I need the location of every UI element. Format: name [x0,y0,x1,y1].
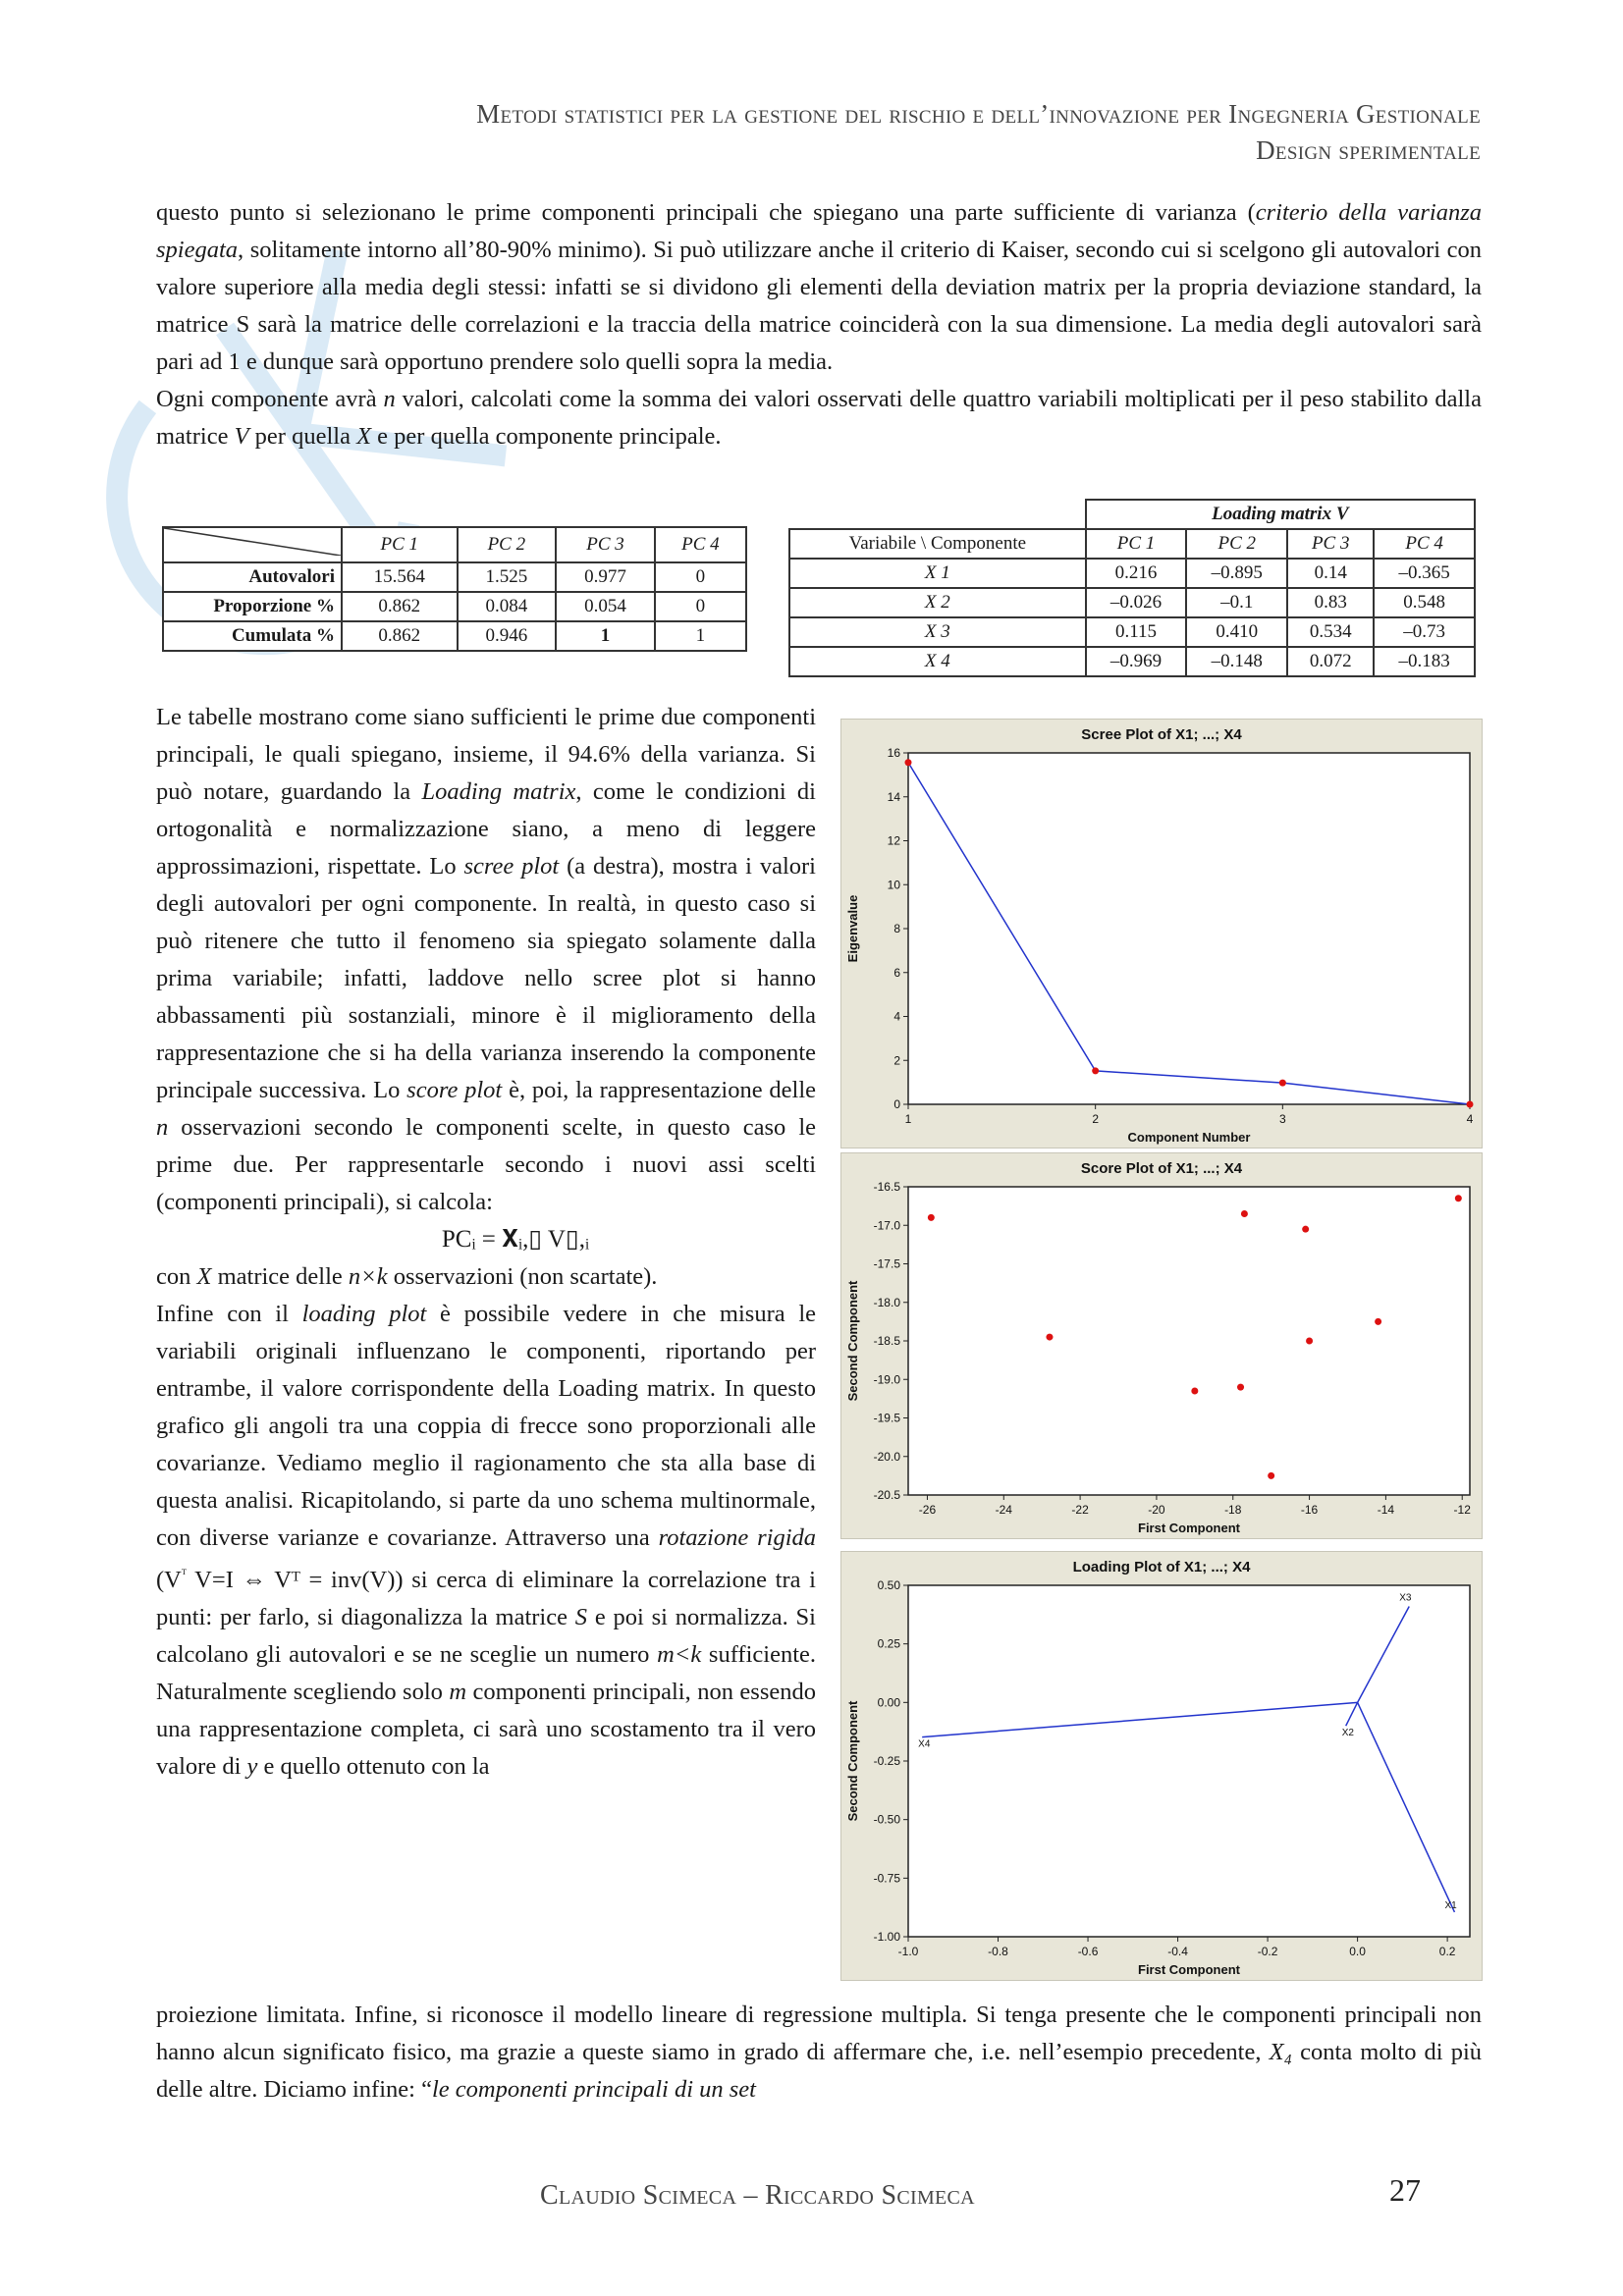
text-span: componenti principali, non essendo una rappresentazione completa, ci sarà uno scostamento tra il vero valore di [156,1679,816,1781]
vector-label: X3 [1399,1592,1412,1604]
final-paragraph [156,1997,1482,2109]
y-tick-label: -16.5 [873,1180,900,1194]
table-cell: 0.084 [458,592,557,621]
data-point [1092,1067,1099,1074]
column-paragraph-2 [156,1258,816,1296]
chart-title: Loading Plot of X1; ...; X4 [1072,1559,1251,1575]
text-span: matrice delle [211,1263,349,1290]
table-cell: –0.895 [1186,559,1287,588]
data-point [1302,1226,1309,1233]
x-tick-label: 2 [1092,1112,1100,1126]
y-tick-label: 12 [887,833,900,848]
x-axis-label: First Component [1138,1962,1240,1977]
y-tick-label: -17.5 [873,1256,900,1271]
loading-table-title: Loading matrix V [1086,500,1475,529]
col-header: PC 2 [458,527,557,562]
row-label: X 1 [789,559,1086,588]
table-cell: –0.026 [1086,588,1187,617]
plot-area [908,1585,1470,1937]
table-cell: 0.054 [556,592,655,621]
chart-title: Score Plot of X1; ...; X4 [1080,1160,1243,1177]
data-point [928,1214,935,1221]
table-cell: 0.410 [1186,617,1287,647]
x-tick-label: -1.0 [897,1945,919,1958]
text-span: (V [156,1567,182,1594]
data-point [1241,1210,1248,1217]
y-tick-label: 4 [893,1009,900,1024]
col-header: PC 4 [655,527,746,562]
table-row [163,562,746,592]
y-tick-label: -0.50 [873,1812,900,1827]
text-span: valori, calcolati come la somma dei valori osservati delle quattro variabili moltiplicati per il peso stabilito dalla matrice [156,386,1482,450]
x-tick-label: 4 [1466,1112,1474,1126]
text-italic: score plot [406,1077,503,1103]
table-cell: –0.183 [1374,647,1475,676]
x-tick-label: -0.4 [1167,1945,1188,1958]
text-span: e poi si normalizza. Si calcolano gli autovalori e se ne sceglie un numero [156,1604,816,1669]
text-span: è possibile vedere in che misura le variabili originali influenzano le componenti, riportando per entrambe, il valore corrispondente della Loading matrix. In questo grafico gli angoli tra una coppia di frecce sono proporzionali alle covarianze. Vediamo meglio il ragionamento che sta alla base di questa analisi. Ricapitolando, si parte da uno schema multinormale, con diverse varianze e covarianze. Attraverso una [156,1301,816,1551]
y-tick-label: 6 [893,965,900,980]
data-point [1191,1388,1198,1395]
text-italic: criterio della varianza spiegata [156,199,1482,263]
table-cell: –0.1 [1186,588,1287,617]
y-tick-label: -20.5 [873,1488,900,1502]
data-point [1279,1080,1286,1087]
eigenvalue-table [162,526,747,652]
y-axis-label: Second Component [845,1700,860,1822]
data-point [1046,1334,1053,1341]
data-point [1237,1384,1244,1391]
col-header: PC 1 [342,527,458,562]
loading-plot [840,1551,1483,1981]
table-cell: 0.862 [342,621,458,651]
page-number: 27 [1389,2172,1421,2208]
text-span: ) si cerca di eliminare la correlazione tra i punti: per farlo, si diagonalizza la matrice [156,1567,816,1631]
table-row [789,588,1475,617]
row-label: X 3 [789,617,1086,647]
text-span: osservazioni (non scartate). [387,1263,658,1290]
table-row [789,559,1475,588]
column-paragraph-1 [156,699,816,1221]
text-italic: m [449,1679,467,1706]
plot-area [908,753,1470,1104]
text-span: e quello ottenuto con la [257,1753,490,1781]
y-tick-label: -0.75 [873,1871,900,1886]
row-label: Cumulata % [163,621,342,651]
text-span: Infine con il [156,1301,302,1327]
y-tick-label: -0.25 [873,1754,900,1768]
loading-matrix-table [788,499,1476,677]
vector-label: X4 [918,1738,931,1750]
row-label: X 2 [789,588,1086,617]
table-cell: –0.73 [1374,617,1475,647]
text-italic: X [356,423,372,450]
x-tick-label: -16 [1300,1503,1319,1517]
col-header: PC 2 [1186,529,1287,559]
table-cell: –0.969 [1086,647,1187,676]
table-cell: 0.862 [342,592,458,621]
text-italic: X [196,1263,212,1290]
table-cell: 0 [655,592,746,621]
paragraph-2 [156,381,1482,455]
text-span: (a destra), mostra i valori degli autovalori per ogni componente. In realtà, in questo caso si può ritenere che tutto il fenomeno sia spiegato solamente dalla prima variabile; infatti, laddove nello scree plot si hanno abbassamenti più sostanziali, minore è il miglioramento della rappresentazione che si ha della varianza inserendo la componente principale successiva. Lo [156,853,816,1103]
x-tick-label: -0.8 [988,1945,1008,1958]
pc-formula: PCᵢ = 𝐗ᵢ,▯ V▯,ᵢ [441,1226,590,1253]
table-cell: 0.534 [1287,617,1374,647]
x-tick-label: 0.0 [1349,1945,1366,1958]
text-italic: loading plot [301,1301,427,1327]
col-header: PC 3 [556,527,655,562]
x-tick-label: -0.2 [1257,1945,1278,1958]
text-sup: ᵀ [181,1568,187,1582]
left-column-text [156,699,816,1786]
intro-text [156,194,1482,455]
table-cell: 15.564 [342,562,458,592]
x-axis-label: Component Number [1127,1130,1251,1145]
table-row [163,592,746,621]
table-cell: –0.148 [1186,647,1287,676]
x-tick-label: -24 [995,1503,1012,1517]
table-cell: 0.83 [1287,588,1374,617]
text-span: sufficiente. Naturalmente scegliendo solo [156,1641,816,1706]
text-span: per quella [248,423,357,450]
score-plot-svg [841,1153,1482,1538]
x-tick-label: -18 [1224,1503,1242,1517]
text-span: Le tabelle mostrano come siano sufficienti le prime due componenti principali, le quali spiegano, insieme, il 94.6% della varianza. Si può notare, guardando la [156,704,816,805]
text-span: Ogni componente avrà [156,386,384,412]
text-italic: n×k [348,1263,388,1290]
table-cell: 0.072 [1287,647,1374,676]
table-cell: 1 [556,621,655,651]
data-point [1268,1472,1274,1479]
text-italic: Loading matrix [421,778,576,805]
text-span: con [156,1263,197,1290]
y-tick-label: -19.0 [873,1372,900,1387]
col-header: PC 4 [1374,529,1475,559]
scree-plot [840,719,1483,1148]
data-point [1455,1195,1462,1201]
text-italic: V [234,423,249,450]
text-italic: X₄ [1269,2039,1293,2065]
paragraph-1 [156,194,1482,381]
scree-plot-svg [841,720,1482,1148]
corner-diagonal [164,528,341,556]
y-tick-label: -20.0 [873,1449,900,1464]
y-tick-label: 8 [893,922,900,935]
data-point [1375,1318,1381,1325]
header-line-2: Design sperimentale [1256,135,1481,165]
x-tick-label: 0.2 [1438,1945,1456,1958]
table-cell: 0.115 [1086,617,1187,647]
table-cell: 0.548 [1374,588,1475,617]
table-cell: 0.977 [556,562,655,592]
y-axis-label: Eigenvalue [845,894,860,963]
chart-title: Scree Plot of X1; ...; X4 [1081,726,1242,743]
table-cell: 1.525 [458,562,557,592]
column-paragraph-3 [156,1296,816,1786]
running-header [157,96,1481,169]
y-tick-label: 0.50 [877,1578,900,1592]
table-cell: 0.14 [1287,559,1374,588]
data-point [1467,1101,1474,1108]
data-point [1306,1338,1313,1345]
text-span: conta molto di più delle altre. Diciamo infine: “ [156,2039,1482,2103]
x-tick-label: 3 [1278,1112,1286,1126]
text-italic: S [574,1604,588,1631]
y-tick-label: 0.25 [877,1636,900,1651]
y-tick-label: 0.00 [877,1695,900,1710]
x-tick-label: -26 [918,1503,937,1517]
data-point [905,759,912,766]
text-span: proiezione limitata. Infine, si riconosce il modello lineare di regressione multipla. Si tenga presente che le componenti principali non hanno alcun significato fisico, ma grazie a queste siamo in grado di affermare che, i.e. nell’esempio precedente, [156,2002,1482,2065]
text-span: , come le condizioni di ortogonalità e normalizzazione siano, a meno di leggere approssimazioni, rispettate. Lo [156,778,816,880]
table-cell: 0.216 [1086,559,1187,588]
y-tick-label: -18.0 [873,1295,900,1309]
y-tick-label: 2 [893,1053,900,1068]
y-tick-label: -19.5 [873,1411,900,1425]
y-axis-label: Second Component [845,1280,860,1402]
table-row [789,617,1475,647]
x-axis-label: First Component [1138,1521,1240,1535]
table-row [789,647,1475,676]
x-tick-label: -14 [1377,1503,1395,1517]
y-tick-label: -18.5 [873,1334,900,1348]
y-tick-label: -1.00 [873,1930,900,1944]
x-tick-label: -0.6 [1077,1945,1099,1958]
vector-label: X2 [1341,1728,1354,1739]
x-tick-label: 1 [904,1112,912,1126]
text-span: questo punto si selezionano le prime componenti principali che spiegano una parte sufficiente di varianza ( [156,199,1256,226]
y-tick-label: 16 [887,746,900,760]
score-plot [840,1152,1483,1539]
text-span: osservazioni secondo le componenti scelte, in questo caso le prime due. Per rappresentarle secondo i nuovi assi scelti (componenti principali), si calcola: [156,1114,816,1215]
table-cell: 1 [655,621,746,651]
col-header: PC 1 [1086,529,1187,559]
table-corner [163,527,342,562]
text-italic: le componenti principali di un set [431,2076,756,2103]
row-label: X 4 [789,647,1086,676]
loading-plot-svg [841,1552,1482,1980]
table-blank [789,500,1086,529]
col-header: PC 3 [1287,529,1374,559]
table-corner: Variabile \ Componente [789,529,1086,559]
y-tick-label: 0 [893,1097,900,1111]
y-tick-label: -17.0 [873,1218,900,1233]
text-span: è, poi, la rappresentazione delle [502,1077,817,1103]
y-tick-label: 10 [887,878,900,892]
text-italic: n [383,386,396,412]
x-tick-label: -22 [1071,1503,1089,1517]
text-italic: y [246,1753,258,1781]
table-cell: 0 [655,562,746,592]
text-span: V=I ⇔ Vᵀ = inv(V) [186,1567,396,1594]
vector-label: X1 [1444,1899,1457,1911]
plot-area [908,1187,1470,1495]
text-italic: rotazione rigida [658,1524,816,1551]
x-tick-label: -20 [1148,1503,1165,1517]
text-italic: scree plot [463,853,560,880]
y-tick-label: 14 [887,789,900,804]
final-text [156,1997,1482,2109]
text-italic: m<k [657,1641,702,1669]
row-label: Proporzione % [163,592,342,621]
footer-authors: Claudio Scimeca – Riccardo Scimeca [540,2180,975,2211]
table-cell: 0.946 [458,621,557,651]
x-tick-label: -12 [1453,1503,1471,1517]
text-italic: n [156,1114,169,1141]
text-span: e per quella componente principale. [371,423,722,450]
text-span: , solitamente intorno all’80-90% minimo). Si può utilizzare anche il criterio di Kaiser, secondo cui si scelgono gli autovalori con valore superiore alla media degli stessi: infatti se si dividono gli elementi della deviation matrix per la propria deviazione standard, la matrice S sarà la matrice delle correlazioni e la traccia della matrice coinciderà con la sua dimensione. La media degli autovalori sarà pari ad 1 e dunque sarà opportuno prendere solo quelli sopra la media. [156,237,1482,375]
table-row [163,621,746,651]
table-cell: –0.365 [1374,559,1475,588]
row-label: Autovalori [163,562,342,592]
header-line-1: Metodi statistici per la gestione del rischio e dell’innovazione per Ingegneria Gestionale [476,99,1481,129]
